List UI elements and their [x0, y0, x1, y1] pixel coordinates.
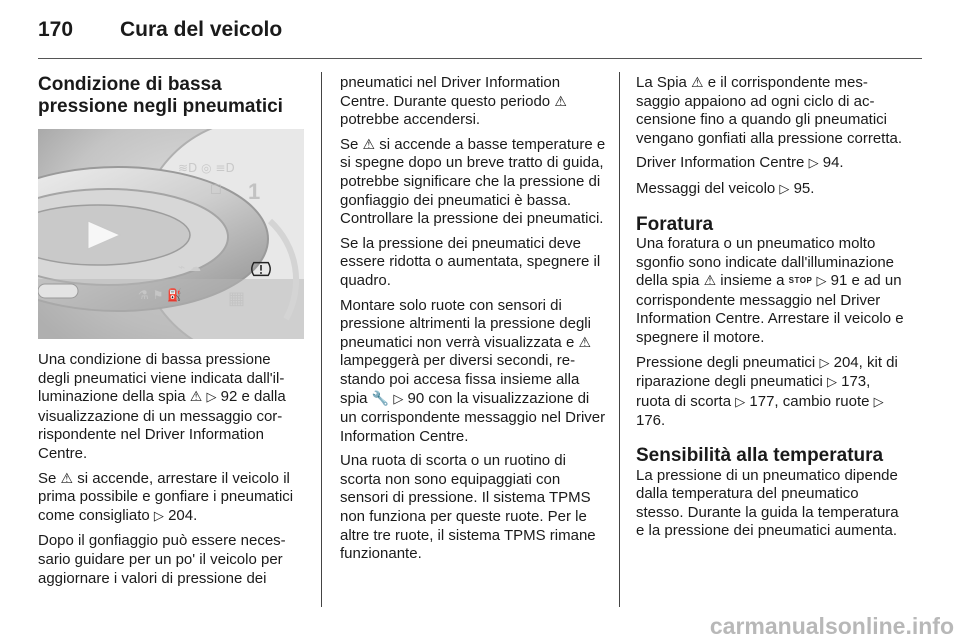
paragraph: Se la pressione dei pneumatici deve essere ridotta o aumentata, spegnere il quadro. — [340, 234, 601, 289]
column-divider-2 — [619, 72, 620, 607]
page-header — [38, 18, 922, 48]
tyre-pressure-warning-icon: ⚠ — [189, 389, 203, 406]
column-divider-1 — [321, 72, 322, 607]
svg-text:⚗ ⚑ ⛽: ⚗ ⚑ ⛽ — [138, 288, 183, 302]
page-reference-triangle-icon: ▷ — [826, 375, 837, 391]
service-vehicle-wrench-icon: 🔧 — [371, 390, 390, 407]
tyre-pressure-warning-icon: ⚠ — [691, 75, 704, 91]
svg-text:1: 1 — [248, 179, 261, 204]
paragraph: Una condizione di bassa pressione degli pneumatici viene indicata dall'illuminazione della spia ⚠ ▷ 92 e dalla visualizzazione di un messaggio corrispondente nel Driver Information Centre. — [38, 351, 286, 462]
section-heading-temperature: Sensibilità alla temperatura — [636, 445, 884, 466]
paragraph: pneumatici nel Driver Information Centre. Durante questo periodo ⚠ potrebbe accendersi. — [340, 74, 567, 129]
tyre-pressure-warning-icon: ⚠ — [703, 273, 717, 290]
paragraph: Una ruota di scorta o un ruotino di scorta non sono equipaggiati con sensori di pressione. Il sistema TPMS non funziona per queste ruote. Per le altre tre ruote, il sistema TPMS rimane funzionante. — [340, 452, 596, 563]
svg-text:☐: ☐ — [210, 183, 222, 198]
column-2 — [340, 74, 606, 570]
paragraph: La Spia ⚠ e il corrispondente messaggio appaiono ad ogni ciclo di accensione fino a quando gli pneumatici vengano gonfiati alla pressione corretta. — [636, 74, 903, 147]
section-heading-low-pressure: Condizione di bassa pressione negli pneumatici — [38, 74, 283, 117]
page-number: 170 — [38, 18, 74, 41]
page-reference-triangle-icon: ▷ — [393, 391, 404, 407]
section-heading-puncture: Foratura — [636, 213, 714, 235]
page-reference-triangle-icon: ▷ — [816, 274, 827, 290]
tyre-pressure-warning-icon: ⚠ — [60, 470, 74, 487]
svg-text:⌁ ☁: ⌁ ☁ — [178, 260, 202, 274]
column-1 — [38, 74, 306, 594]
page-reference-triangle-icon: ▷ — [819, 355, 830, 371]
paragraph: Una foratura o un pneumatico molto sgonfio sono indicate dall'illuminazione della spia ⚠ insieme a STOP ▷ 91 e ad un corrispondente messaggio nel Driver Information Centre. Arrestare il veicolo e spegnere il motore. — [636, 235, 904, 347]
instrument-cluster-illustration — [38, 129, 304, 339]
paragraph: Messaggi del veicolo ▷ 95. — [636, 179, 815, 197]
column-3 — [636, 74, 904, 547]
paragraph: Dopo il gonfiaggio può essere necessario guidare per un po' il veicolo per aggiornare i valori di pressione dei — [38, 532, 286, 587]
paragraph: Se ⚠ si accende, arrestare il veicolo il prima possibile e gonfiare i pneumatici come consigliato ▷ 204. — [38, 469, 294, 524]
header-rule — [38, 58, 922, 59]
paragraph: Driver Information Centre ▷ 94. — [636, 154, 844, 172]
page-reference-triangle-icon: ▷ — [206, 390, 217, 406]
paragraph: La pressione di un pneumatico dipende dalla temperatura del pneumatico stesso. Durante la guida la temperatura e la pressione dei pneumatici aumenta. — [636, 466, 899, 540]
tyre-pressure-warning-icon: ⚠ — [554, 93, 567, 110]
tyre-pressure-warning-icon: ⚠ — [578, 334, 592, 351]
svg-text:≋D ◎ ≡D: ≋D ◎ ≡D — [178, 161, 235, 175]
page-reference-triangle-icon: ▷ — [873, 394, 884, 410]
page-reference-triangle-icon: ▷ — [779, 181, 790, 197]
svg-text:▦: ▦ — [228, 288, 246, 309]
stop-engine-icon: STOP — [788, 276, 813, 286]
tyre-pressure-warning-icon: ⚠ — [362, 136, 376, 153]
running-title: Cura del veicolo — [120, 18, 283, 41]
page-reference-triangle-icon: ▷ — [153, 508, 164, 524]
watermark: carmanualsonline.info — [709, 613, 954, 639]
paragraph: Montare solo ruote con sensori di pressione altrimenti la pressione degli pneumatici non verrà visualizzata e ⚠ lampeggerà per diversi secondi, restando poi accesa fissa insieme alla spia 🔧 ▷ 90 con la visualizzazione di un corrispondente messaggio nel Driver Information Centre. — [340, 296, 606, 445]
paragraph: Pressione degli pneumatici ▷ 204, kit di riparazione degli pneumatici ▷ 173, ruota di scorta ▷ 177, cambio ruote ▷ 176. — [636, 353, 898, 430]
paragraph: Se ⚠ si accende a basse temperature e si spegne dopo un breve tratto di guida, potrebbe significare che la pressione di gonfiaggio dei pneumatici è bassa. Controllare la pressione dei pneumatici. — [340, 135, 606, 228]
page-reference-triangle-icon: ▷ — [735, 394, 746, 410]
page-reference-triangle-icon: ▷ — [808, 156, 819, 172]
